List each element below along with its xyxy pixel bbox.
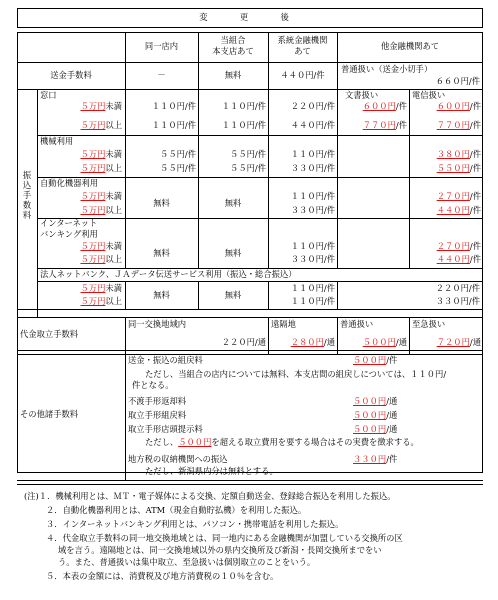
rule xyxy=(125,317,126,354)
rule xyxy=(125,354,126,480)
collection-urgent: 至急扱い xyxy=(412,319,446,329)
header-same-branch: 同一店内 xyxy=(144,41,179,51)
fee-cell: ５５円/件 xyxy=(230,163,266,173)
fee-cell: ５５円/件 xyxy=(230,149,266,159)
corporate-label: 法人ネットバンク、ＪＡデータ伝送サービス利用（振込・総合振込） xyxy=(40,269,297,279)
footnote: (注)１．機械利用とは、ＭＴ・電子媒体による交換、定額自動送金、登録総合振込を利用した振込。 xyxy=(24,491,396,501)
dishonor-label: 不渡手形返却料 xyxy=(128,396,187,406)
rule xyxy=(17,484,483,485)
fee-cell: ５５円/件 xyxy=(160,149,196,159)
rule xyxy=(17,317,483,318)
amount-threshold: ５万円以上 xyxy=(80,254,122,264)
amount-threshold: ５万円未満 xyxy=(80,283,122,293)
rule xyxy=(409,317,410,354)
amount-threshold: ５万円以上 xyxy=(80,163,122,173)
remittance-other-value: ６６０円/件 xyxy=(435,76,480,86)
header-affiliated: 系統金融機関 xyxy=(277,35,328,45)
collection-urgent-value: ７２０円/通 xyxy=(436,337,481,347)
footnote: ５．本表の金額には、消費税及び地方消費税の１０％を含む。 xyxy=(46,571,279,581)
fee-cell: ６００円/件 xyxy=(362,101,407,111)
rule xyxy=(17,480,483,481)
collection-remote: 遠隔地 xyxy=(271,319,296,329)
present-label: 取立手形店頭提示料 xyxy=(128,424,203,434)
collection-remote-value: ２８０円/通 xyxy=(290,337,335,347)
rule xyxy=(337,32,338,268)
local-tax-value: ３３０円/件 xyxy=(353,454,398,464)
return-note: 件となる。 xyxy=(132,380,174,390)
fee-cell: １１０円/件 xyxy=(151,120,196,130)
amount-threshold: ５万円未満 xyxy=(80,101,122,111)
fee-cell: ２７０円/件 xyxy=(436,191,481,201)
collection-normal: 普通扱い xyxy=(340,319,374,329)
internet-label: インターネット xyxy=(40,218,98,228)
fee-cell: １１０円/件 xyxy=(290,296,335,306)
collection-same-area: 同一交換地域内 xyxy=(128,319,187,329)
rule xyxy=(17,350,483,351)
header-affiliated: あて xyxy=(294,46,311,56)
fee-cell: １１０円/件 xyxy=(290,149,335,159)
remittance-same: － xyxy=(157,70,166,80)
fee-cell: １１０円/件 xyxy=(290,191,335,201)
rule xyxy=(17,354,483,355)
fee-cell: ３３０円/件 xyxy=(290,205,335,215)
local-tax-label: 地方税の収納機関への振込 xyxy=(128,454,228,464)
return-fee-label: 送金・振込の組戻料 xyxy=(128,355,203,365)
collection-same-area-value: ２２０円/通 xyxy=(221,337,266,347)
remittance-other-label: 普通扱い（送金小切手） xyxy=(341,64,433,74)
free-cell: 無料 xyxy=(153,198,170,208)
fee-cell: ４４０円/件 xyxy=(436,254,481,264)
internet-label: バンキング利用 xyxy=(40,229,98,239)
footnote: う。また、普通扱いは集中取立、至急扱いは個別取立のことをいう。 xyxy=(58,557,316,567)
fee-cell: １１０円/件 xyxy=(290,241,335,251)
amount-threshold: ５万円以上 xyxy=(80,296,122,306)
dishonor-value: ５００円/通 xyxy=(353,396,398,406)
footnote: ２．自動化機器利用とは、ATM（現金自動貯払機）を利用した振込。 xyxy=(46,505,307,515)
return-note: ただし、当組合の店内については無料、本支店間の組戻しについては、１１０円/ xyxy=(145,369,447,379)
fee-cell: ３３０円/件 xyxy=(290,254,335,264)
machine-label: 機械利用 xyxy=(40,136,74,146)
amount-threshold: ５万円以上 xyxy=(80,205,122,215)
fee-cell: １１０円/件 xyxy=(221,101,266,111)
doc-header: 文書扱い xyxy=(345,90,379,100)
fee-cell: ４４０円/件 xyxy=(290,120,335,130)
footnote: 域を言う。遠隔地とは、同一交換地域以外の県内交換所及び新潟・長岡交換所までをい xyxy=(58,545,382,555)
other-fees-label: その他諸手数料 xyxy=(20,409,79,419)
collection-label: 代金取立手数料 xyxy=(20,329,79,339)
fee-cell: ３３０円/件 xyxy=(290,163,335,173)
page-title: 変 更 後 xyxy=(199,12,301,22)
fee-cell: １１０円/件 xyxy=(221,120,266,130)
remittance-label: 送金手数料 xyxy=(50,70,92,80)
header-own-bank: 当組合 xyxy=(220,35,246,45)
fee-cell: １１０円/件 xyxy=(151,101,196,111)
free-cell: 無料 xyxy=(224,290,242,300)
remittance-own: 無料 xyxy=(224,70,242,80)
amount-threshold: ５万円未満 xyxy=(80,241,122,251)
free-cell: 無料 xyxy=(224,248,242,258)
transfer-side-label: 振込手数料 xyxy=(22,170,32,220)
fee-cell: ３３０円/件 xyxy=(435,296,480,306)
fee-cell: ３８０円/件 xyxy=(436,149,481,159)
dashed-rule xyxy=(337,309,483,310)
collection-normal-value: ５００円/通 xyxy=(362,337,407,347)
cancel-label: 取立手形組戻料 xyxy=(128,410,187,420)
fee-cell: １１０円/件 xyxy=(290,283,335,293)
fee-cell: ５５０円/件 xyxy=(436,163,481,173)
rule xyxy=(37,135,483,136)
amount-threshold: ５万円以上 xyxy=(80,120,122,130)
fee-cell: ４４０円/件 xyxy=(436,205,481,215)
free-cell: 無料 xyxy=(153,248,170,258)
fee-cell: ６００円/件 xyxy=(436,101,481,111)
rule xyxy=(37,177,483,178)
present-note: ただし、５００円を超える取立費用を要する場合はその実費を徴求する。 xyxy=(145,437,419,447)
header-other-bank: 他金融機関あて xyxy=(380,41,440,51)
tel-header: 電信扱い xyxy=(412,90,446,100)
present-value: ５００円/通 xyxy=(353,424,398,434)
footnote: ３．インターネットバンキング利用とは、パソコン・携帯電話を利用した振込。 xyxy=(46,519,344,529)
amount-threshold: ５万円未満 xyxy=(80,191,122,201)
fee-cell: ２２０円/件 xyxy=(290,101,335,111)
cancel-value: ５００円/通 xyxy=(353,410,398,420)
header-own-bank: 本支店あて xyxy=(212,46,254,56)
local-tax-note: ただし、新潟県内分は無料とする。 xyxy=(145,466,278,476)
window-label: 窓口 xyxy=(40,90,57,100)
rule xyxy=(17,62,483,63)
fee-cell: ７７０円/件 xyxy=(362,120,407,130)
return-fee-value: ５００円/件 xyxy=(353,355,398,365)
atm-label: 自動化機器利用 xyxy=(40,178,99,188)
rule xyxy=(37,281,483,282)
free-cell: 無料 xyxy=(153,290,170,300)
fee-cell: ５５円/件 xyxy=(160,163,196,173)
footnote: ４．代金取立手数料の同一地交換地域とは、同一地内にある金融機関が加盟している交換所の区 xyxy=(46,533,403,543)
rule xyxy=(37,218,483,219)
rule xyxy=(37,89,38,317)
rule xyxy=(268,317,269,354)
remittance-affiliated: ４４０円/件 xyxy=(280,70,325,80)
amount-threshold: ５万円未満 xyxy=(80,149,122,159)
rule xyxy=(337,317,338,354)
fee-cell: ２７０円/件 xyxy=(436,241,481,251)
fee-cell: ２２０円/件 xyxy=(435,283,480,293)
fee-cell: ７７０円/件 xyxy=(436,120,481,130)
free-cell: 無料 xyxy=(224,198,242,208)
